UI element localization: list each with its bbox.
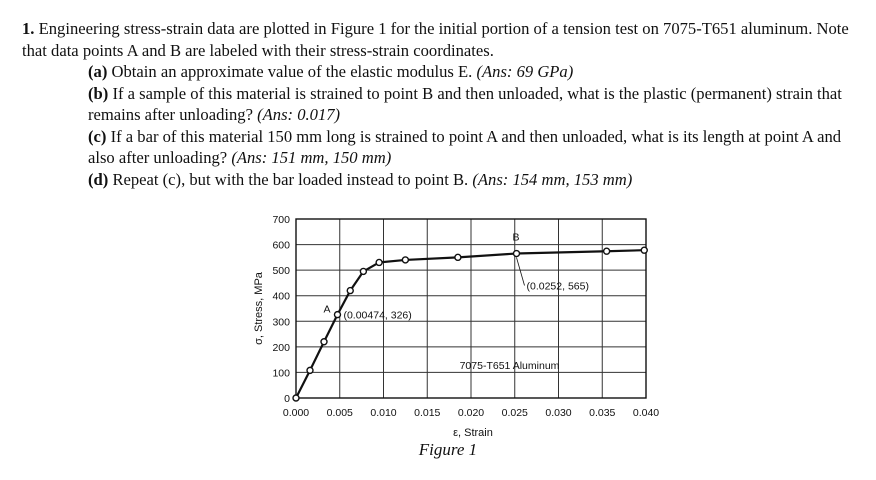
part-c-tag: (c) — [88, 126, 107, 146]
series-label: 7075-T651 Aluminum — [459, 359, 560, 372]
problem-number: 1. — [22, 19, 35, 38]
x-tick-label: 0.035 — [589, 407, 616, 419]
data-point — [376, 259, 382, 265]
x-tick-label: 0.005 — [326, 407, 353, 419]
x-tick-label: 0.020 — [457, 407, 485, 419]
x-tick-label: 0.000 — [282, 407, 310, 419]
data-point — [514, 251, 520, 257]
data-point — [641, 247, 647, 253]
y-tick-label: 300 — [272, 316, 290, 329]
data-point — [347, 288, 353, 294]
data-point — [455, 254, 461, 260]
part-d-tag: (d) — [88, 169, 109, 189]
part-d-text: Repeat (c), but with the bar loaded instead to point B. — [112, 169, 469, 189]
x-tick-label: 0.040 — [632, 407, 660, 419]
x-tick-label: 0.015 — [414, 407, 441, 419]
data-point — [360, 268, 366, 274]
part-c-answer: (Ans: 151 mm, 150 mm) — [231, 148, 392, 167]
y-tick-label: 200 — [272, 341, 290, 354]
part-c-text: If a bar of this material 150 mm long is strained to point A and then unloaded, what is its length at point A and also after unloading? — [88, 126, 842, 167]
part-a-tag: (a) — [88, 62, 108, 81]
data-point — [321, 339, 327, 345]
point-b-label: B — [512, 231, 520, 244]
data-point — [402, 257, 408, 263]
part-b-text: If a sample of this material is strained to point B and then unloaded, what is the plastic (permanent) strain that remains after unloading? — [88, 83, 842, 124]
part-b-tag: (b) — [88, 83, 109, 103]
y-tick-label: 500 — [272, 265, 290, 278]
y-tick-label: 400 — [272, 290, 290, 303]
point-b-leader — [517, 258, 525, 286]
y-axis-label: σ, Stress, MPa — [253, 272, 265, 345]
part-d-answer: (Ans: 154 mm, 153 mm) — [472, 169, 633, 189]
y-tick-label: 700 — [272, 214, 290, 226]
data-point — [307, 367, 313, 373]
data-point — [293, 395, 299, 401]
point-a-label: A — [323, 303, 331, 316]
part-a-text: Obtain an approximate value of the elastic modulus E. — [111, 62, 473, 81]
x-tick-label: 0.030 — [545, 407, 572, 419]
figure-caption: Figure 1 — [418, 440, 478, 459]
y-tick-label: 0 — [284, 393, 290, 405]
point-b-coords: (0.0252, 565) — [526, 280, 589, 293]
problem-intro-text: Engineering stress-strain data are plotted in Figure 1 for the initial portion of a tension test on 7075-T651 aluminum. Note that data points A and B are labeled with their stress-strain coordinates. — [22, 19, 849, 60]
part-b-answer: (Ans: 0.017) — [257, 105, 341, 124]
x-tick-label: 0.025 — [501, 407, 528, 419]
y-tick-label: 100 — [272, 367, 290, 380]
y-tick-label: 600 — [272, 239, 290, 252]
series-line — [296, 250, 644, 398]
x-axis-label: ε, Strain — [453, 427, 493, 439]
x-tick-label: 0.010 — [370, 407, 397, 419]
data-point — [604, 248, 610, 254]
part-a-answer: (Ans: 69 GPa) — [476, 62, 574, 81]
data-point — [334, 312, 340, 318]
point-a-coords: (0.00474, 326) — [343, 309, 412, 322]
